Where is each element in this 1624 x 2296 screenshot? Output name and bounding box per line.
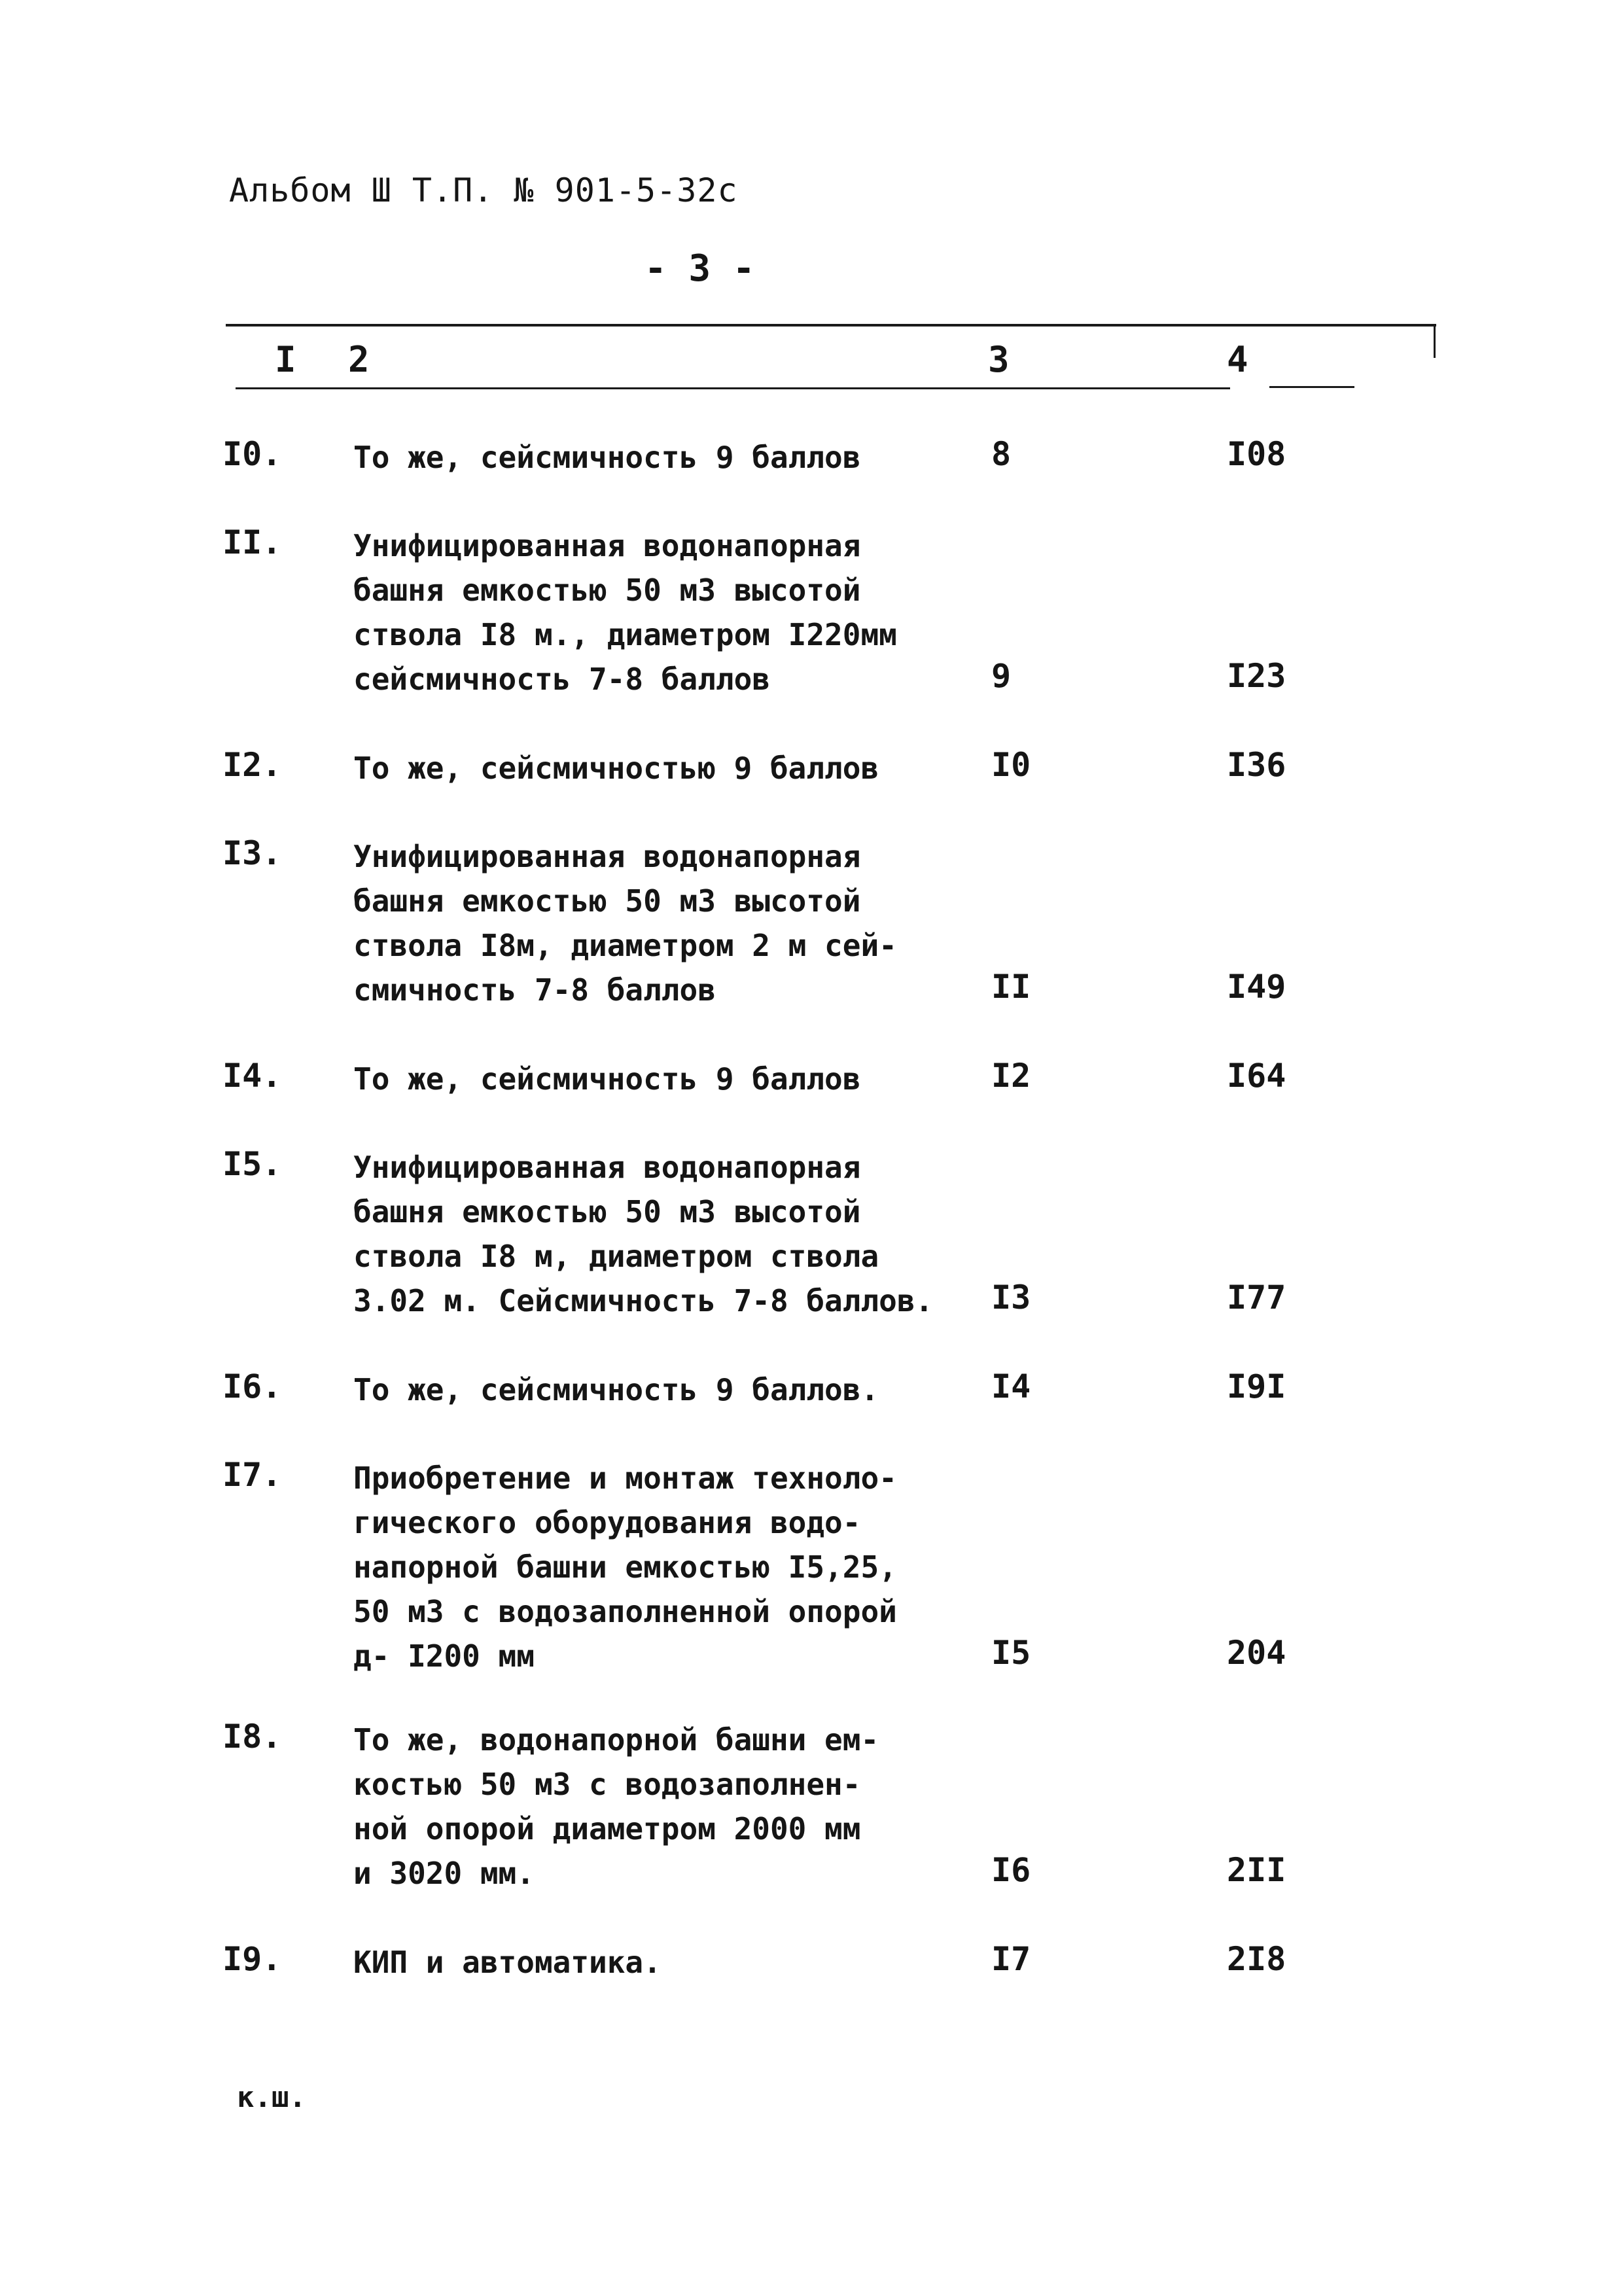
row-column-4: I77 [1227, 1279, 1286, 1316]
row-description [353, 746, 879, 790]
row-description [353, 1940, 662, 1985]
description-line: д- I200 мм [353, 1638, 535, 1674]
row-number: I0. [222, 435, 282, 473]
album-reference: Альбом Ш Т.П. № 901-5-32с [229, 171, 738, 209]
description-line: Унифицированная водонапорная [353, 1150, 861, 1185]
description-line: Унифицированная водонапорная [353, 839, 861, 874]
column-header-2: 2 [348, 339, 370, 380]
description-line: То же, сейсмичность 9 баллов [353, 1061, 861, 1097]
row-column-3: I2 [991, 1057, 1031, 1095]
description-line: То же, сейсмичность 9 баллов [353, 440, 861, 475]
row-number: I4. [222, 1057, 282, 1095]
row-column-3: I0 [991, 746, 1031, 784]
description-line: То же, сейсмичность 9 баллов. [353, 1372, 879, 1407]
description-line: башня емкостью 50 м3 высотой [353, 573, 861, 608]
row-column-4: I64 [1227, 1057, 1286, 1095]
row-number: I5. [222, 1145, 282, 1183]
column-header-1: I [275, 339, 296, 380]
description-line: ствола I8м, диаметром 2 м сей- [353, 928, 897, 963]
description-line: То же, сейсмичностью 9 баллов [353, 751, 879, 786]
description-line: КИП и автоматика. [353, 1945, 662, 1980]
row-column-4: I49 [1227, 968, 1286, 1006]
description-line: костью 50 м3 с водозаполнен- [353, 1767, 861, 1802]
row-number: I3. [222, 834, 282, 872]
row-column-4: I08 [1227, 435, 1286, 473]
row-description [353, 523, 897, 701]
column-header-4: 4 [1227, 339, 1248, 380]
description-line: Приобретение и монтаж техноло- [353, 1460, 897, 1496]
description-line: напорной башни емкостью I5,25, [353, 1549, 897, 1585]
description-line: То же, водонапорной башни ем- [353, 1722, 879, 1757]
row-column-3: I7 [991, 1940, 1031, 1978]
column-header-3: 3 [988, 339, 1010, 380]
row-column-3: 9 [991, 657, 1012, 695]
description-line: ной опорой диаметром 2000 мм [353, 1811, 861, 1846]
row-column-3: I5 [991, 1634, 1031, 1672]
row-number: I2. [222, 746, 282, 784]
row-column-4: 2I8 [1227, 1940, 1286, 1978]
description-line: смичность 7-8 баллов [353, 972, 716, 1008]
row-description [353, 1718, 879, 1896]
row-column-4: 204 [1227, 1634, 1286, 1672]
row-column-3: I4 [991, 1368, 1031, 1405]
row-column-4: I23 [1227, 657, 1286, 695]
description-line: башня емкостью 50 м3 высотой [353, 1194, 861, 1229]
row-description [353, 1368, 879, 1412]
row-number: I7. [222, 1456, 282, 1494]
description-line: ствола I8 м, диаметром ствола [353, 1239, 879, 1274]
row-column-4: I36 [1227, 746, 1286, 784]
description-line: сейсмичность 7-8 баллов [353, 662, 770, 697]
description-line: и 3020 мм. [353, 1856, 535, 1891]
row-number: II. [222, 523, 282, 561]
description-line: ствола I8 м., диаметром I220мм [353, 617, 897, 652]
row-number: I8. [222, 1718, 282, 1756]
description-line: 3.02 м. Сейсмичность 7-8 баллов. [353, 1283, 934, 1318]
row-column-3: I3 [991, 1279, 1031, 1316]
row-column-4: 2II [1227, 1851, 1286, 1889]
row-description [353, 1145, 933, 1323]
description-line: гического оборудования водо- [353, 1505, 861, 1540]
row-column-4: I9I [1227, 1368, 1286, 1405]
row-number: I9. [222, 1940, 282, 1978]
row-column-3: 8 [991, 435, 1012, 473]
row-description [353, 435, 860, 480]
description-line: Унифицированная водонапорная [353, 528, 861, 563]
description-line: башня емкостью 50 м3 высотой [353, 883, 861, 919]
row-description [353, 834, 897, 1012]
page-number: - 3 - [644, 247, 755, 290]
row-column-3: I6 [991, 1851, 1031, 1889]
row-number: I6. [222, 1368, 282, 1405]
row-description [353, 1057, 860, 1101]
row-column-3: II [991, 968, 1031, 1006]
footer-mark: к.ш. [237, 2081, 306, 2114]
description-line: 50 м3 с водозаполненной опорой [353, 1594, 897, 1629]
row-description [353, 1456, 897, 1678]
